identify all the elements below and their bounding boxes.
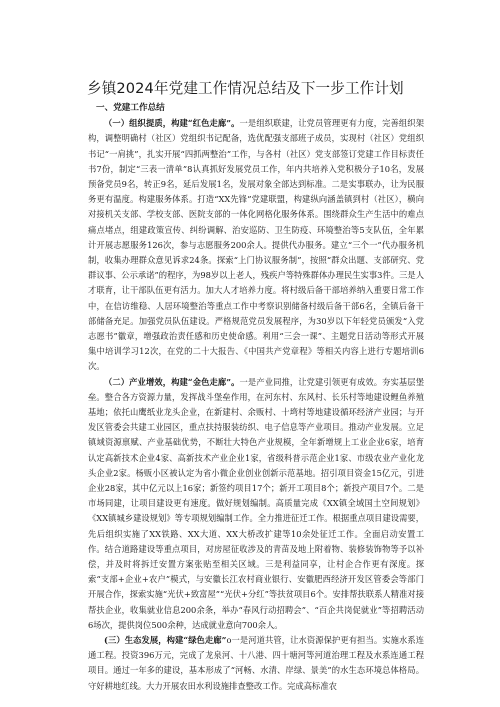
paragraph-text: 一是组织联建，让党员管理更有力度，完善组织架构，调整明确村（社区）党组织书记配备，选优配强支部班子成员，实现村（社区）党组织书记“一肩挑”，扎实开展“四抓两整治”工作，与各村（社区）党支部签订党建工作目标责任书7份，制定“三表一清单”8认真抓好发展党员工作，年内共培养入党积极分子10名，发展预备党员9名，转正9名，延后发展1名，发展对象全部达到标准。二是实事联办，让为民服务更有温度。构建服务体系。打造“XX先锋”党建联盟，构建纵向涵盖镇到村（社区），横向对接机关支部、学校支部、医院支部的一体化网格化服务体系。围绕群众生产生活中的难点痛点堵点，组建政策宣传、纠纷调解、治安巡防、卫生防疫、环境整治等5支队伍，全年累计开展志愿服务126次，参与志愿服务200余人。提供代办服务。建立“三个一”代办服务机制，收集办理群众意见诉求24条。探索“上门协议服务制”，按照“群众出题、支部研究、党群议事、公示承诺”的程序，为98岁以上老人，残疾户等特殊群体办理民生实事3件。三是人才联育，让干部队伍更有活力。加大人才培养力度。将村级后备干部培养纳入重要日常工作中，在信访维稳、人居环境整治等重点工作中考察识别储备村级后备干部6名，全镇后备干部储备充足。加强党员队伍建设。严格规范党员发展程序，为30岁以下年轻党员颁发“入党志愿书”徽章，增强政治责任感和历史使命感。利用“三会一课”、主题党日活动等形式开展集中培训学习12次，在党的二十大报告、《中国共产党章程》等相关内容上进行专题培训6次。 (88, 118, 424, 372)
paragraph-lead: （二）产业增效，构建“金色走廊”。 (104, 376, 240, 387)
paragraph-organization (88, 116, 424, 374)
paragraph-industry (88, 375, 424, 633)
document-title: 乡镇2024年党建工作情况总结及下一步工作计划 (87, 80, 404, 97)
paragraph-ecology (88, 633, 424, 694)
paragraph-lead: (三）生态发展，构建“绿色走廊” (104, 635, 227, 645)
paragraph-text: 一是产业同推，让党建引领更有成效。夯实基层堡垒。整合各方资源力量，发挥战斗堡垒作用，在河东村、东风村、长乐村等地建设鲤鱼养殖基地；依托山鹰纸业龙头企业，在新建村、余贩村、十塆村等地建设循环经济产业园；与开发区管委会共建工业园区，重点扶持服装纺织、电子信息等产业项目。推动产业发展。立足镇域资源禀赋、产业基础优势，不断壮大特色产业规模，全年新增规上工业企业6家，培育认定高新技术企业4家、高新技术产业企业1家，省级科普示范企业1家、市级农业产业化龙头企业2家。杨贩小区被认定为省小微企业创业创新示范基地。招引项目资金15亿元，引进企业28家，其中亿元以上16家；新签约项目17个；新开工项目8个；新投产项目7个。二是市场同建，让项目建设更有速度。做好规划编制。高质量完成《XX镇全域国土空间规划》《XX镇城乡建设规划》等专项规划编制工作。全力推进征迁工作。根据重点项目建设需要，先后组织实施了XX铁路、XX大道、XX大桥改扩建等10余处征迁工作。全面启动安置工作。结合道路建设等重点项目，对房屋征收涉及的青苗及地上附着物、装修装饰物等予以补偿，并及时将拆迁安置方案张贴至相关区域。三是利益同享，让村企合作更有深度。探索“支部+企业+农户”模式，与安徽长江农村商业银行、安徽肥西经济开发区管委会等部门开展合作，探索实施“光伏+致富屋”“光伏+分红”等扶贫项目6个。安排帮扶联系人精准对接帮扶企业，收集就业信息200余条，举办“春风行动招聘会”、“百企共岗促就业”等招聘活动6场次，提供岗位500余种，达成就业意向700余人。 (88, 376, 424, 630)
paragraph-text: o一是河道共管，让水资源保护更有担当。实施水系连通工程。投资396万元，完成了龙泉河、十八港、四十塘河等河道治理工程及水系连通工程项目。通过一年多的建设，基本形成了“河畅、水清、岸绿、景美”的水生态环境总体格局。守好耕地红线。大力开展农田水利设施排查整改工作。完成高标准农 (88, 635, 424, 691)
section-heading: 一、党建工作总结 (96, 103, 165, 113)
document-body (88, 100, 424, 694)
paragraph-lead: （一）组织提质，构建“红色走廊”。 (104, 118, 240, 129)
